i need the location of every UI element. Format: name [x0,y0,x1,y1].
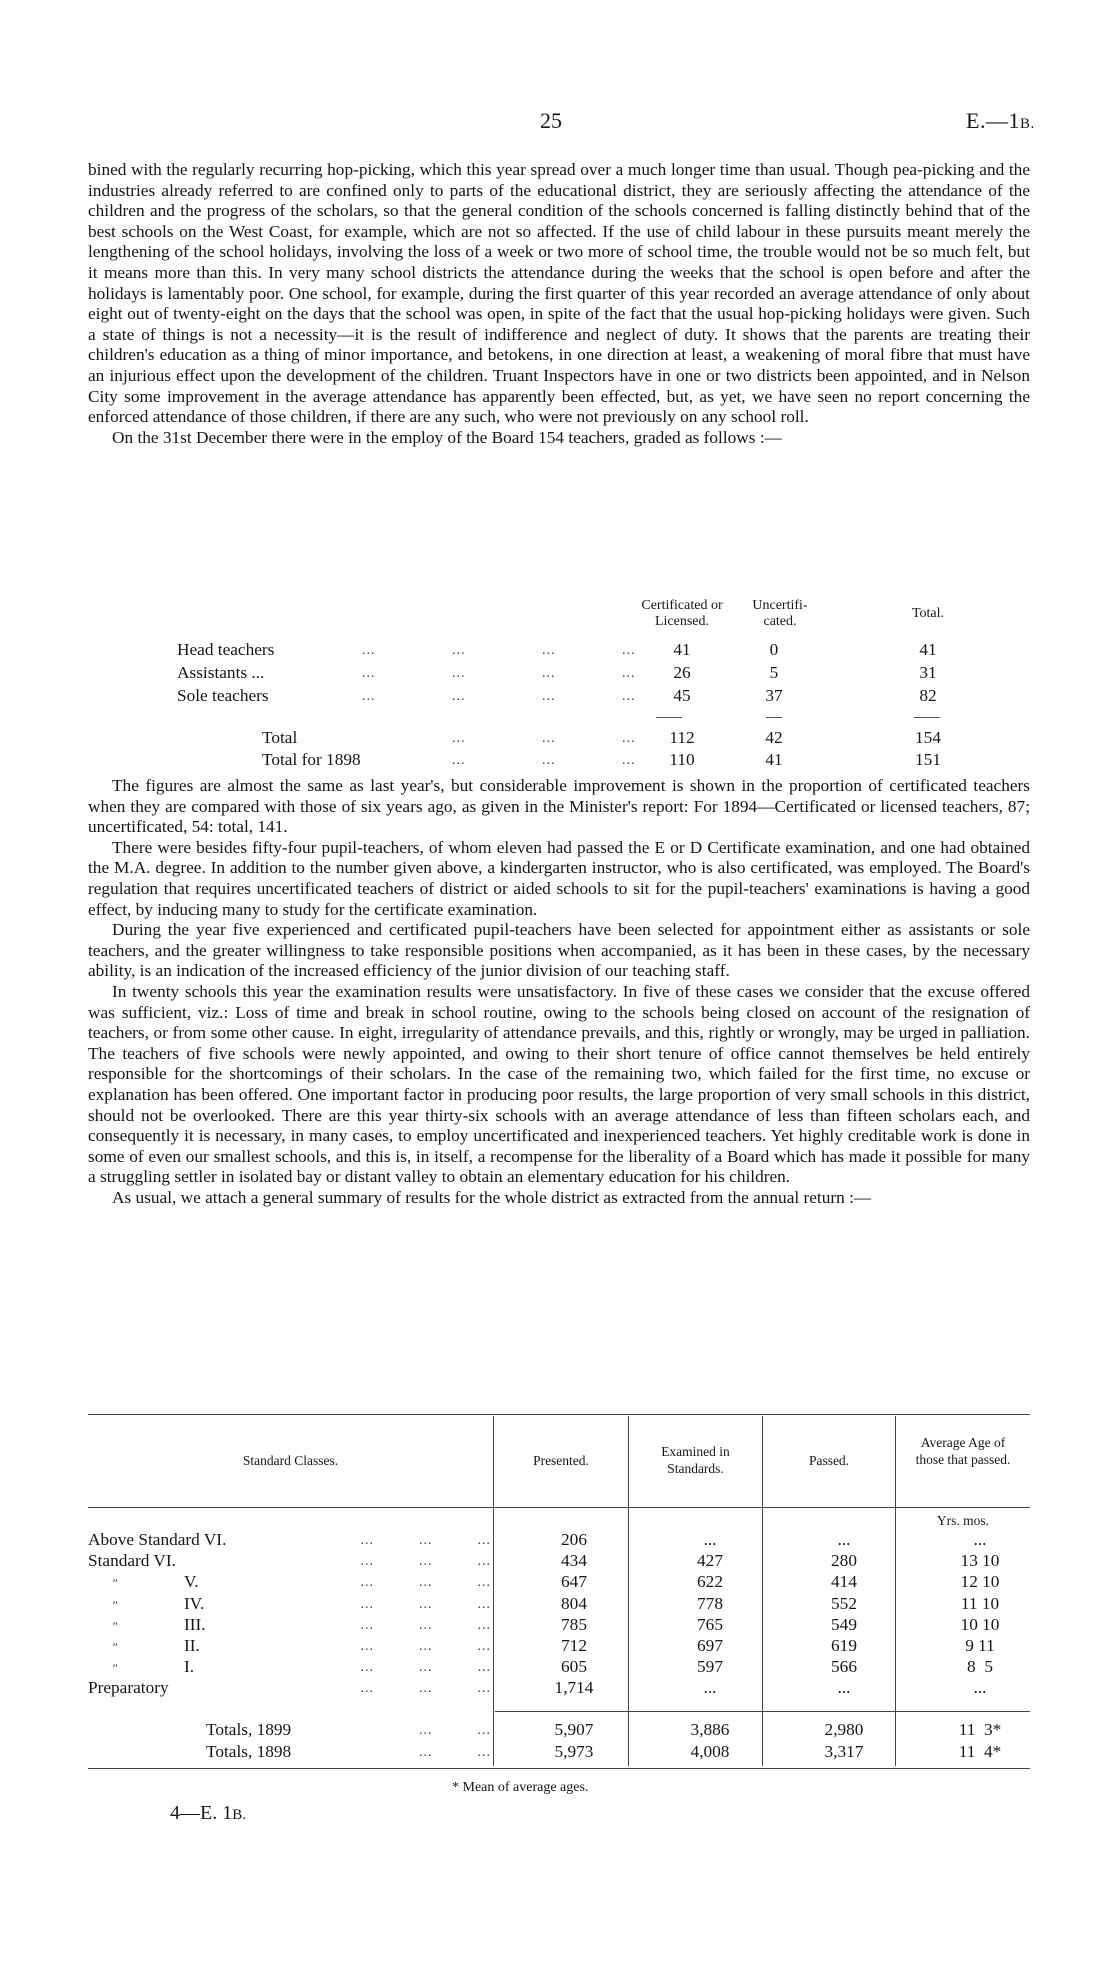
leader-dots: ... ... ... [360,1639,491,1654]
cell-passed: 619 [831,1636,857,1655]
paragraph: There were besides fifty-four pupil-teachers, of whom eleven had passed the E or D Certificate examination, and one had obtained the M.A. degree. In addition to the number given above, a kindergarten instructor, who is also certificated, was employed. The Board's regulation that requires uncertificated teachers of district or aided schools to sit for the pupil-teachers' examinations is having a good effect, by inducing many to study for the certificate examination. [88,837,1030,919]
cell-presented: 647 [561,1572,587,1592]
table-bottom-rule [88,1768,1030,1769]
leader-dots: ... [622,666,636,681]
table-top-rule [88,1414,1030,1415]
row-label: III. [184,1614,206,1634]
cell-passed: 280 [831,1551,857,1571]
leader-dots: ... [622,689,636,704]
cell-passed: 566 [831,1657,857,1677]
totals-row [88,1742,1028,1764]
header-uncertificated: Uncertifi-cated. [752,598,808,629]
cell-average-age: ... [973,1678,987,1698]
table-row [88,1530,1028,1552]
paragraph: bined with the regularly recurring hop-picking, which this year spread over a much longer time than usual. Though pea-picking and the industries already referred to are confined only to parts of the educational district, they are seriously affecting the attendance of the children and the progress of the scholars, so that the general condition of the schools concerned is falling distinctly behind that of the best schools on the West Coast, for example, which are not so affected. If the use of child labour in these pursuits meant merely the lengthening of the school holidays, involving the loss of a week or two more of school time, the trouble would not be so much felt, but it means more than this. In very many school districts the attendance during the weeks that the school is open before and after the holidays is lamentably poor. One school, for example, during the first quarter of this year recorded an average attendance of only about eight out of twenty-eight on the days that the school was open, in spite of the fact that the usual hop-picking holidays were given. Such a state of things is not a necessity—it is the result of indifference and neglect of duty. It shows that the parents are treating their children's education as a thing of minor importance, and betokens, in one direction at least, a weakening of moral fibre that must have an injurious effect upon the development of the children. Truant Inspectors have in one or two districts been appointed, and in Nelson City some improvement in the average attendance has apparently been effected, but, as yet, we have seen no report concerning the enforced attendance of those children, if there are any such, who were not previously on any school roll. [88,160,1030,427]
row-label: IV. [184,1593,205,1613]
cell-examined: 3,886 [690,1720,730,1739]
header-presented: Presented. [533,1453,589,1468]
cell-average-age: 11 10 [960,1593,1000,1613]
leader-dots: ... [542,731,556,746]
cell-certificated: 41 [673,640,691,659]
table-row [88,1615,1028,1637]
leader-dots: ... [542,643,556,658]
cell-certificated: 26 [673,663,691,682]
cell-total: 41 [919,640,937,659]
cell-presented: 1,714 [554,1678,594,1698]
row-label: Head teachers [177,640,275,659]
cell-uncertificated: 37 [765,686,783,705]
table-row [88,1636,1028,1658]
cell-average-age: ... [973,1530,987,1549]
cell-examined: 4,008 [690,1742,730,1761]
leader-dots: ... ... [419,1745,491,1760]
table-row [88,1572,1028,1594]
paragraph: During the year five experienced and certificated pupil-teachers have been selected for appointment either as assistants or sole teachers, and the greater willingness to take responsible positions when accompanied, as it has been in these cases, by the necessary ability, is an indication of the increased efficiency of the junior division of our teaching staff. [88,920,1030,981]
row-label: Sole teachers [177,686,269,705]
paragraph-block-2 [88,776,1030,1208]
leader-dots: ... [622,731,636,746]
rule [766,717,782,718]
page-signature [170,1802,246,1825]
cell-uncertificated: 0 [769,640,779,659]
cell-examined: 697 [697,1636,723,1655]
cell-total: 154 [915,728,941,747]
cell-certificated: 110 [669,750,695,769]
cell-total: 151 [915,750,941,769]
cell-examined: 427 [697,1551,723,1571]
header-examined: Examined in Standards. [661,1444,730,1476]
cell-passed: 552 [831,1593,857,1613]
ditto-mark: " [112,1661,118,1676]
totals-label: Totals, 1899 [206,1720,292,1739]
rule [914,717,940,718]
cell-examined: 765 [697,1614,723,1634]
cell-presented: 5,907 [554,1720,594,1739]
leader-dots: ... ... ... [360,1575,491,1591]
cell-certificated: 112 [669,728,695,747]
cell-examined: 622 [697,1572,723,1592]
cell-presented: 5,973 [554,1742,594,1761]
cell-examined: 778 [697,1593,723,1613]
table-row [88,1551,1028,1573]
leader-dots: ... ... ... [360,1554,491,1570]
cell-presented: 434 [561,1551,587,1571]
ditto-mark: " [112,1576,118,1591]
rule [656,717,682,718]
cell-average-age: 10 10 [960,1614,1000,1634]
header-average-age: Average Age of those that passed. [915,1435,1011,1467]
header-total: Total. [911,606,945,621]
row-label: Standard VI. [88,1551,176,1571]
header-standard-classes: Standard Classes. [242,1453,339,1468]
totals-label: Totals, 1898 [206,1742,292,1761]
ditto-mark: " [112,1597,118,1612]
paragraph: On the 31st December there were in the employ of the Board 154 teachers, graded as follows :— [112,427,782,447]
header-bottom-rule [88,1507,1030,1508]
total-label: Total [262,728,298,747]
row-label: Assistants ... [177,663,265,682]
footnote: * Mean of average ages. [452,1780,589,1795]
ditto-mark: " [112,1618,118,1633]
paragraph: As usual, we attach a general summary of results for the whole district as extracted from the annual return :— [112,1187,872,1207]
cell-uncertificated: 41 [765,750,783,769]
cell-average-age: 13 10 [960,1551,1000,1571]
cell-average-age: 9 11 [965,1636,995,1655]
paragraph: The figures are almost the same as last year's, but considerable improvement is shown in the proportion of certificated teachers when they are compared with those of six years ago, as given in the Minister's report: For 1894—Certificated or licensed teachers, 87; uncertificated, 54: total, 141. [88,776,1030,837]
row-label: II. [184,1636,200,1655]
leader-dots: ... [622,643,636,658]
leader-dots: ... [542,753,556,768]
cell-total: 31 [919,663,937,682]
leader-dots: ... [452,643,466,658]
leader-dots: ... [452,689,466,704]
leader-dots: ... [452,753,466,768]
cell-total: 82 [919,686,937,705]
row-label: V. [184,1572,199,1592]
cell-passed: 2,980 [824,1720,864,1739]
cell-certificated: 45 [673,686,691,705]
leader-dots: ... [622,753,636,768]
row-label: Above Standard VI. [88,1530,227,1549]
header-certificated: Certificated or Licensed. [641,598,723,629]
doc-ref-main: E.—1 [966,108,1020,133]
signature-main: 4—E. 1 [170,1802,233,1824]
leader-dots: ... ... ... [360,1660,491,1676]
leader-dots: ... [452,731,466,746]
cell-average-age: 8 5 [967,1657,993,1677]
leader-dots: ... ... [419,1723,491,1738]
paragraph-block-1 [88,160,1030,448]
signature-small: B. [232,1807,246,1823]
cell-presented: 712 [561,1636,587,1655]
doc-ref-small: B. [1019,116,1035,132]
leader-dots: ... [362,666,376,681]
leader-dots: ... ... ... [360,1533,491,1548]
cell-passed: ... [837,1678,851,1698]
leader-dots: ... ... ... [360,1681,491,1697]
document-reference [966,108,1035,134]
cell-passed: 414 [831,1572,857,1592]
cell-uncertificated: 5 [769,663,779,682]
table-row [88,1678,1028,1700]
cell-average-age: 11 4* [958,1742,1002,1761]
page-number: 25 [540,108,562,133]
leader-dots: ... [542,666,556,681]
cell-presented: 804 [561,1593,587,1613]
cell-presented: 605 [561,1657,587,1677]
row-label: Preparatory [88,1678,169,1698]
cell-passed: 3,317 [824,1742,864,1761]
cell-examined: 597 [697,1657,723,1677]
leader-dots: ... [452,666,466,681]
leader-dots: ... [362,689,376,704]
leader-dots: ... [362,643,376,658]
cell-presented: 785 [561,1614,587,1634]
totals-row [88,1720,1028,1742]
table-row [88,1594,1028,1616]
cell-examined: ... [703,1530,717,1549]
header-passed: Passed. [808,1453,850,1468]
total-label: Total for 1898 [262,750,361,769]
paragraph: In twenty schools this year the examination results were unsatisfactory. In five of these cases we consider that the excuse offered was sufficient, viz.: Loss of time and break in school routine, owing to the schools being closed on account of the resignation of teachers, or from some other cause. In eight, irregularity of attendance prevails, and this, rightly or wrongly, may be urged in palliation. The teachers of five schools were newly appointed, and owing to their short tenure of office cannot themselves be held entirely responsible for the shortcomings of their scholars. In the case of the remaining two, which failed for the first time, no excuse or explanation has been offered. One important factor in producing poor results, the large proportion of very small schools in this district, should not be overlooked. There are this year thirty-six schools with an average attendance of less than fifteen scholars each, and consequently it is necessary, in many cases, to employ uncertificated and inexperienced teachers. Yet highly creditable work is done in some of even our smallest schools, and this is, in itself, a recompense for the liberality of a Board which has made it possible for many a struggling settler in isolated bay or distant valley to obtain an elementary education for his children. [88,981,1030,1187]
leader-dots: ... [542,689,556,704]
age-units: Yrs. mos. [936,1513,990,1528]
cell-examined: ... [703,1678,717,1698]
ditto-mark: " [112,1640,118,1654]
cell-average-age: 11 3* [958,1720,1002,1739]
cell-presented: 206 [561,1530,587,1549]
cell-passed: ... [837,1530,851,1549]
table-row [88,1657,1028,1679]
cell-average-age: 12 10 [960,1572,1000,1592]
leader-dots: ... ... ... [360,1617,491,1633]
cell-passed: 549 [831,1614,857,1634]
row-label: I. [184,1657,195,1677]
leader-dots: ... ... ... [360,1596,491,1612]
cell-uncertificated: 42 [765,728,783,747]
